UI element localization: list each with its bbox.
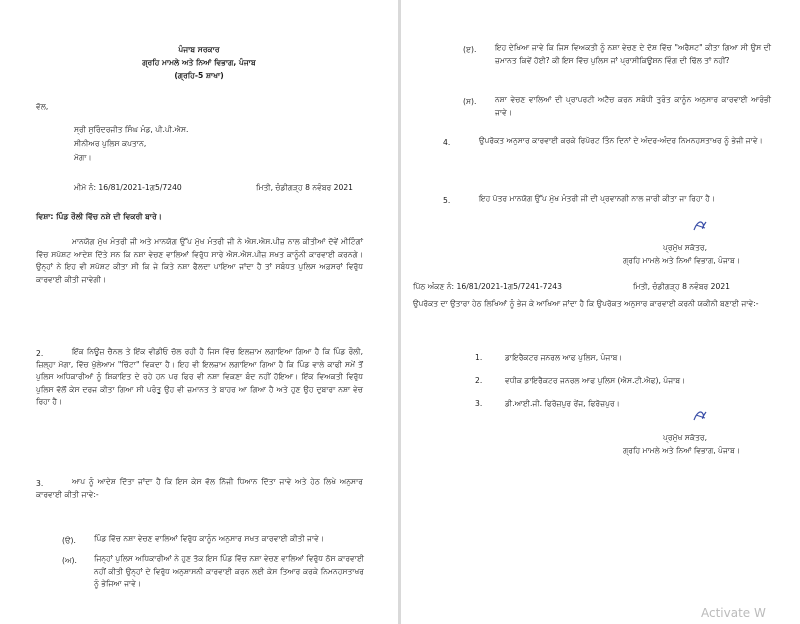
addressee-line-1: ਸ੍ਰੀ ਸੁਰਿੰਦਰਜੀਤ ਸਿੰਘ ਮੰਡ, ਪੀ.ਪੀ.ਐਸ. xyxy=(74,125,189,134)
item-c-label: (ੲ). xyxy=(463,45,477,54)
endorsement-date: ਮਿਤੀ, ਚੰਡੀਗੜ੍ਹ 8 ਨਵੰਬਰ 2021 xyxy=(633,282,731,291)
copy-1-text: ਡਾਇਰੈਕਟਰ ਜਨਰਲ ਆਫ ਪੁਲਿਸ, ਪੰਜਾਬ। xyxy=(505,353,623,362)
copy-3-text: ਡੀ.ਆਈ.ਜੀ. ਫਿਰੋਜ਼ਪੁਰ ਰੇਂਜ, ਫਿਰੋਜ਼ਪੁਰ। xyxy=(505,399,620,408)
copy-forwarding-text: ਉਪਰੋਕਤ ਦਾ ਉਤਾਰਾ ਹੇਠ ਲਿਖਿਆਂ ਨੂੰ ਭੇਜ ਕੇ ਆਖਿਆ ਜਾਂਦਾ ਹੈ ਕਿ ਉਪਰੋਕਤ ਅਨੁਸਾਰ ਕਾਰਵਾਈ ਕਰਨੀ ਯਕੀਨੀ ਬਣਾਈ ਜਾਵੇ:- xyxy=(413,299,759,308)
item-a-label: (ੳ). xyxy=(62,536,76,545)
copy-3-number: 3. xyxy=(475,399,483,408)
paragraph-2: ਇੱਕ ਨਿਊਜ਼ ਚੈਨਲ ਤੇ ਇੱਕ ਵੀਡੀਓ ਚੱਲ ਰਹੀ ਹੈ ਜਿਸ ਵਿੱਚ ਇਲਜ਼ਾਮ ਲਗਾਇਆ ਗਿਆ ਹੈ ਕਿ ਪਿੰਡ ਰੌਲੀ, ਜ਼ਿਲ੍ਹਾ ਮੋਗਾ, ਵਿੱਚ ਖੁੱਲੇਆਮ "ਚਿੱਟਾ" ਵਿਕਦਾ ਹੈ। ਇਹ ਵੀ ਇਲਜ਼ਾਮ ਲਗਾਇਆ ਗਿਆ ਹੈ ਕਿ ਪਿੰਡ ਵਾਲੇ ਕਾਫੀ ਸਮੇਂ ਤੋਂ ਪੁਲਿਸ ਅਧਿਕਾਰੀਆਂ ਨੂੰ ਸ਼ਿਕਾਇਤ ਦੇ ਰਹੇ ਹਨ ਪਰ ਫਿਰ ਵੀ ਨਸ਼ਾ ਵਿਕਣਾ ਬੰਦ ਨਹੀਂ ਹੋਇਆ। ਇੱਕ ਵਿਅਕਤੀ ਵਿਰੁੱਧ ਪੁਲਿਸ ਵੱਲੋਂ ਕੇਸ ਦਰਜ ਕੀਤਾ ਗਿਆ ਸੀ ਪਰੰਤੂ ਉਹ ਵੀ ਜ਼ਮਾਨਤ ਤੇ ਬਾਹਰ ਆ ਗਿਆ ਹੈ ਅਤੇ ਹੁਣ ਉਹ ਦੁਬਾਰਾ ਨਸ਼ਾ ਵੇਚ ਰਿਹਾ ਹੈ। xyxy=(36,347,363,406)
item-d-label: (ਸ). xyxy=(463,97,477,106)
copy-2-text: ਵਧੀਕ ਡਾਇਰੈਕਟਰ ਜਨਰਲ ਆਫ ਪੁਲਿਸ (ਐਸ.ਟੀ.ਐਫ), ਪੰਜਾਬ। xyxy=(505,376,686,385)
paragraph-2-number: 2. xyxy=(36,349,44,358)
paragraph-5-number: 5. xyxy=(443,196,451,205)
signatory-department-1: ਗ੍ਰਹਿ ਮਾਮਲੇ ਅਤੇ ਨਿਆਂ ਵਿਭਾਗ, ਪੰਜਾਬ। xyxy=(623,256,740,265)
paragraph-3: ਆਪ ਨੂੰ ਆਦੇਸ਼ ਦਿੱਤਾ ਜਾਂਦਾ ਹੈ ਕਿ ਇਸ ਕੇਸ ਵੱਲ ਨਿੱਜੀ ਧਿਆਨ ਦਿੱਤਾ ਜਾਵੇ ਅਤੇ ਹੇਠ ਲਿਖੇ ਅਨੁਸਾਰ ਕਾਰਵਾਈ ਕੀਤੀ ਜਾਵੇ:- xyxy=(36,477,363,499)
paragraph-4: ਉਪਰੋਕਤ ਅਨੁਸਾਰ ਕਾਰਵਾਈ ਕਰਕੇ ਰਿਪੋਰਟ ਤਿੰਨ ਦਿਨਾਂ ਦੇ ਅੰਦਰ-ਅੰਦਰ ਨਿਮਨਹਸਤਾਖਰ ਨੂੰ ਭੇਜੀ ਜਾਵੇ। xyxy=(479,136,763,145)
paragraph-3-number: 3. xyxy=(36,479,44,488)
activation-watermark: Activate W xyxy=(701,606,766,620)
addressee-line-3: ਮੋਗਾ। xyxy=(74,153,92,162)
letter-page-2 xyxy=(401,0,800,624)
subject-line: ਵਿਸ਼ਾ: ਪਿੰਡ ਰੌਲੀ ਵਿੱਚ ਨਸ਼ੇ ਦੀ ਵਿਕਰੀ ਬਾਰੇ। xyxy=(36,212,162,221)
govt-title: ਪੰਜਾਬ ਸਰਕਾਰ xyxy=(178,45,220,54)
signatory-designation-1: ਪ੍ਰਮੁੱਖ ਸਕੱਤਰ, xyxy=(663,243,708,252)
endorsement-number: ਪਿੱਠ ਅੰਕਣ ਨੰ: 16/81/2021-1ਗ5/7241-7243 xyxy=(413,282,562,291)
signature-icon xyxy=(691,218,709,234)
memo-date: ਮਿਤੀ, ਚੰਡੀਗੜ੍ਹ 8 ਨਵੰਬਰ 2021 xyxy=(256,183,354,192)
addressee-line-2: ਸੀਨੀਅਰ ਪੁਲਿਸ ਕਪਤਾਨ, xyxy=(74,139,147,148)
to-prefix: ਵੱਲ, xyxy=(36,102,49,111)
branch-title: (ਗ੍ਰਹਿ-5 ਸ਼ਾਖਾ) xyxy=(174,71,224,80)
copy-1-number: 1. xyxy=(475,353,483,362)
item-a-text: ਪਿੰਡ ਵਿੱਚ ਨਸ਼ਾ ਵੇਚਣ ਵਾਲਿਆਂ ਵਿਰੁੱਧ ਕਾਨੂੰਨ ਅਨੁਸਾਰ ਸਖਤ ਕਾਰਵਾਈ ਕੀਤੀ ਜਾਵੇ। xyxy=(94,534,325,543)
copy-2-number: 2. xyxy=(475,376,483,385)
signatory-department-2: ਗ੍ਰਹਿ ਮਾਮਲੇ ਅਤੇ ਨਿਆਂ ਵਿਭਾਗ, ਪੰਜਾਬ। xyxy=(623,446,740,455)
signature-icon xyxy=(691,408,709,424)
memo-number: ਮੀਮੋ ਨੰ: 16/81/2021-1ਗ5/7240 xyxy=(74,183,182,192)
item-c-text: ਇਹ ਦੇਖਿਆ ਜਾਵੇ ਕਿ ਜਿਸ ਵਿਅਕਤੀ ਨੂੰ ਨਸ਼ਾ ਵੇਚਣ ਦੇ ਦੋਸ਼ ਵਿੱਚ "ਅਰੈਸਟ" ਕੀਤਾ ਗਿਆ ਸੀ ਉਸ ਦੀ ਜ਼ਮਾਨਤ ਕਿਵੇਂ ਹੋਈ? ਕੀ ਇਸ ਵਿੱਚ ਪੁਲਿਸ ਜਾਂ ਪ੍ਰਾਸੀਕਿਊਸ਼ਨ ਵਿੰਗ ਦੀ ਢਿੱਲ ਤਾਂ ਨਹੀਂ? xyxy=(495,43,771,65)
item-d-text: ਨਸ਼ਾ ਵੇਚਣ ਵਾਲਿਆਂ ਦੀ ਪ੍ਰਾਪਰਟੀ ਅਟੈਚ ਕਰਨ ਸਬੰਧੀ ਤੁਰੰਤ ਕਾਨੂੰਨ ਅਨੁਸਾਰ ਕਾਰਵਾਈ ਆਰੰਭੀ ਜਾਵੇ। xyxy=(495,95,771,117)
item-b-text: ਜਿਨ੍ਹਾਂ ਪੁਲਿਸ ਅਧਿਕਾਰੀਆਂ ਨੇ ਹੁਣ ਤੱਕ ਇਸ ਪਿੰਡ ਵਿੱਚ ਨਸ਼ਾ ਵੇਚਣ ਵਾਲਿਆਂ ਵਿਰੁੱਧ ਠੋਸ ਕਾਰਵਾਈ ਨਹੀਂ ਕੀਤੀ ਉਨ੍ਹਾਂ ਦੇ ਵਿਰੁੱਧ ਅਨੁਸ਼ਾਸਨੀ ਕਾਰਵਾਈ ਕਰਨ ਲਈ ਕੇਸ ਤਿਆਰ ਕਰਕੇ ਨਿਮਨਹਸਤਾਖਰ ਨੂੰ ਭੇਜਿਆ ਜਾਵੇ। xyxy=(94,554,364,588)
paragraph-5: ਇਹ ਪੱਤਰ ਮਾਨਯੋਗ ਉੱਪ ਮੁੱਖ ਮੰਤਰੀ ਜੀ ਦੀ ਪ੍ਰਵਾਨਗੀ ਨਾਲ ਜਾਰੀ ਕੀਤਾ ਜਾ ਰਿਹਾ ਹੈ। xyxy=(479,194,716,203)
item-b-label: (ਅ). xyxy=(62,556,77,565)
paragraph-4-number: 4. xyxy=(443,138,451,147)
paragraph-1: ਮਾਨਯੋਗ ਮੁੱਖ ਮੰਤਰੀ ਜੀ ਅਤੇ ਮਾਨਯੋਗ ਉੱਪ ਮੁੱਖ ਮੰਤਰੀ ਜੀ ਨੇ ਐਸ.ਐਸ.ਪੀਜ਼ ਨਾਲ ਕੀਤੀਆਂ ਦੋਵੇਂ ਮੀਟਿੰਗਾਂ ਵਿੱਚ ਸਪੱਸ਼ਟ ਆਦੇਸ਼ ਦਿੱਤੇ ਸਨ ਕਿ ਨਸ਼ਾ ਵੇਚਣ ਵਾਲਿਆਂ ਵਿਰੁੱਧ ਸਾਰੇ ਐਸ.ਐਸ.ਪੀਜ਼ ਸਖਤ ਕਾਨੂੰਨੀ ਕਾਰਵਾਈ ਕਰਨਗੇ। ਉਨ੍ਹਾਂ ਨੇ ਇਹ ਵੀ ਸਪੱਸ਼ਟ ਕੀਤਾ ਸੀ ਕਿ ਜੇ ਕਿਤੇ ਨਸ਼ਾ ਫੈਲਦਾ ਪਾਇਆ ਜਾਂਦਾ ਹੈ ਤਾਂ ਸਬੰਧਤ ਪੁਲਿਸ ਅਫ਼ਸਰਾਂ ਵਿਰੁੱਧ ਕਾਰਵਾਈ ਕੀਤੀ ਜਾਵੇਗੀ। xyxy=(36,237,363,284)
department-title: ਗ੍ਰਹਿ ਮਾਮਲੇ ਅਤੇ ਨਿਆਂ ਵਿਭਾਗ, ਪੰਜਾਬ xyxy=(142,58,256,67)
signatory-designation-2: ਪ੍ਰਮੁੱਖ ਸਕੱਤਰ, xyxy=(663,433,708,442)
letter-page-1 xyxy=(0,0,398,624)
